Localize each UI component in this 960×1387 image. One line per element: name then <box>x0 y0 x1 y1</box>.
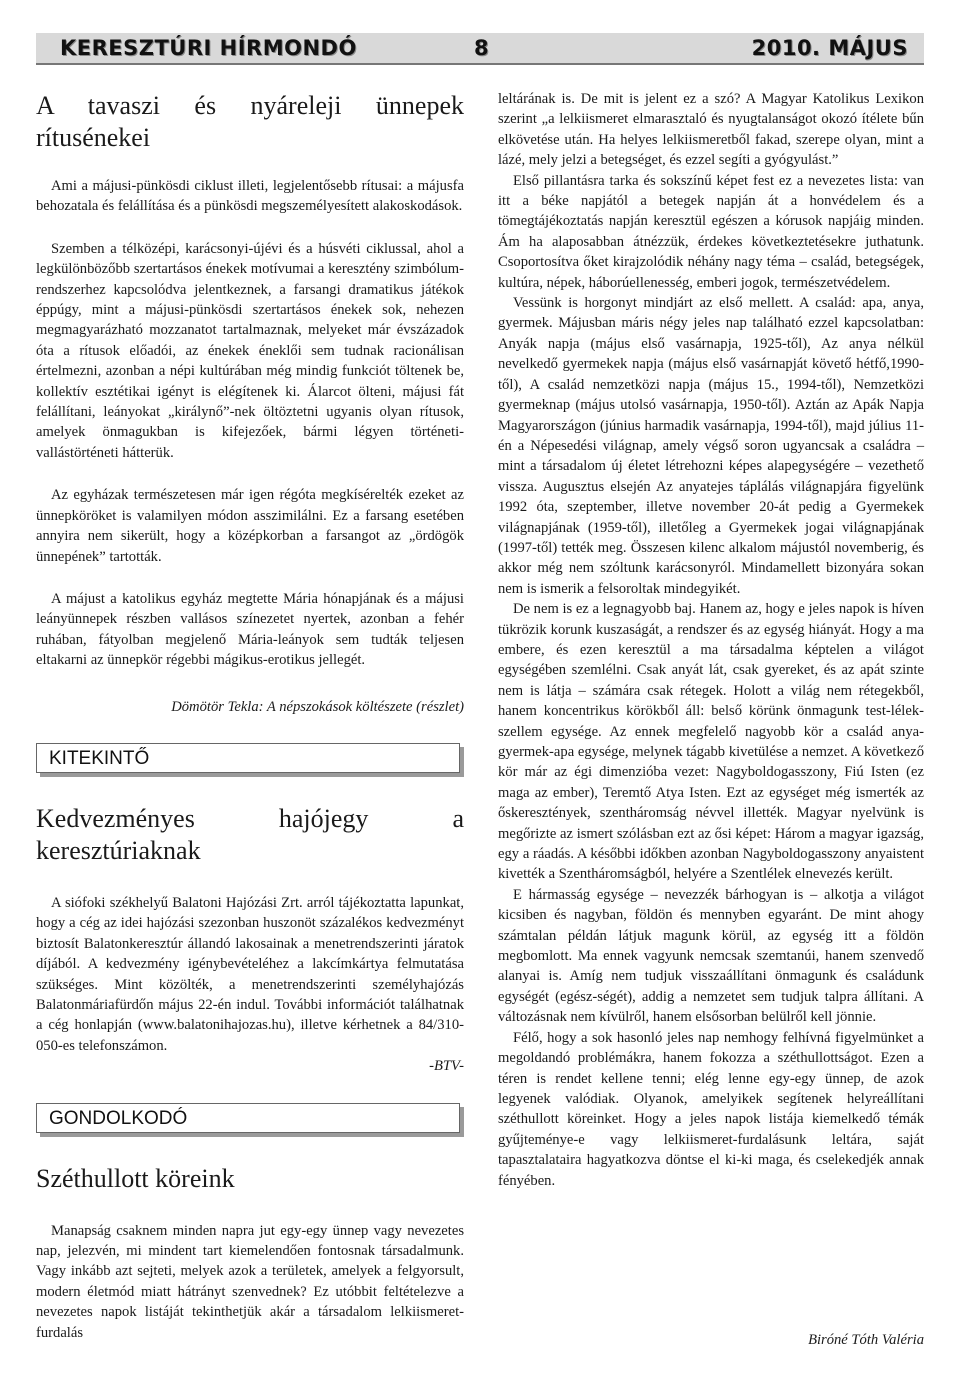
article-title: A tavaszi és nyáreleji ünnepek rítusénekei <box>36 91 464 152</box>
article-paragraph: Első pillantásra tarka és sokszínű képet fest ez a nevezetes lista: van itt a béke napjától a betegek napján át a honvédelem és a tömegtájékoztatás napján keresztül egészen a kórusok napjáig minden. Ám ha alaposabban átnézzük, érdekes következtetésekre juthatunk. Csoportosítva őket kirajzolódik néhány nagy téma – család, betegségek, kultúra, népek, háborúellenesség, emberi jogok, természetvédelem. <box>498 172 924 291</box>
page-number: 8 <box>474 36 490 60</box>
page-header <box>36 33 924 65</box>
article-paragraph: Félő, hogy a sok hasonló jeles nap nemhogy felhívná figyelmünket a megoldandó problémákra, hanem fokozza a széthullottságot. Ezen a téren is rendet kellene tenni; elég lenne egy-egy ünnep, de azok legyenek valódiak. Olyanok, amelyikek segítenek helyreállítani széthullott köreinket. Hogy a jeles napok listája kiemelkedő témák gyűjteménye-e vagy lelkiismeret-furdalásunk leltára, saját tapasztalataira hagyatkozva döntse el ki-ki maga, és cselekedjék annak fényében. <box>498 1029 924 1189</box>
article-paragraph: Szemben a télközépi, karácsonyi-újévi és a húsvéti ciklussal, ahol a legkülönbözőbb szertartásos énekek motívumai a keresztény szimbólum-rendszerhez kapcsolódva jelentkeznek, a farsangi dramatikus játékok éppúgy, mint a májusi-pünkösdi szertartásos énekek sok, nehezen megmagyarázható mozzanatot tartalmaznak, melyeket már évszázadok óta a rítusok előadói, az énekek éneklői sem tudnak racionálisan értelmezni, azonban a népi kultúrában még mindig funkciót töltenek be, kollektív esztétikai igényt is elégítenek ki. Álarcot ölteni, májusi fát felállítani, leányokat „királynő”-nek öltöztetni ugyanis olyan rítusok, amelyek önmagukban is kifejezőek, bármi légyen történeti-vallástörténeti hátterük. <box>36 240 464 461</box>
article-paragraph: Ami a májusi-pünkösdi ciklust illeti, legjelentősebb rítusai: a májusfa behozatala és felállítása és a pünkösdi megszemélyesített alakoskodások. <box>36 178 464 215</box>
article-paragraph: E hármasság egysége – nevezzék bárhogyan is – alkotja a világot kicsiben és nagyban, földön és mennyben egyaránt. De mint ahogy számtalan példán látjuk magunk körül, az egység itt a földön megbomlott. Ma ennek vagyunk nemcsak szemtanúi, hanem szenvedő alanyai is. Amíg nem tudjuk visszaállítani önmagunk és családunk egységét (egész-ségét), addig a nemzetet sem tudjuk talpra állítani. A változásnak nem kívülről, hanem elsősorban belülről kell jönnie. <box>498 886 924 1026</box>
article-paragraph: Manapság csaknem minden napra jut egy-egy ünnep vagy nevezetes nap, jelezvén, mi mindent tart kiemelendően fontosnak társadalmunk. Vagy inkább azt sejteti, melyek azok a területek, amelyek a felgyorsult, modern életmód miatt hátrányt szenvednek? Ez utóbbit feltételezve a nevezetes napok listáját tekinthetjük akár a társadalom lelkiismeret-furdalás <box>36 1222 464 1341</box>
article-paragraph: leltárának is. De mit is jelent ez a szó? A Magyar Katolikus Lexikon szerint „a lelkiismeret elmarasztaló és nyugtalanságot okozó ítélete bűn elkövetése után. Ha helyes lelkiismeretből fakad, szerepe olyan, mint a lázé, mely jelzi a betegséget, és ezzel segíti a gyógyulást.” <box>498 91 924 169</box>
article-signature: -BTV- <box>429 1058 464 1075</box>
article-source: Dömötör Tekla: A népszokások költészete (részlet) <box>171 698 464 715</box>
section-label: GONDOLKODÓ <box>49 1107 188 1129</box>
article-paragraph: A siófoki székhelyű Balatoni Hajózási Zrt. arról tájékoztatta lapunkat, hogy a cég az idei hajózási szezonban huszonöt százalékos kedvezményt biztosít Balatonkeresztúr állandó lakosainak a menetrendszerinti járatok díjából. A kedvezmény igénybevételéhez a lakcímkártya felmutatása szükséges. Mint közölték, a menetrendszerinti személyhajózás Balatonmáriafürdőn május 22-én indul. További információt találhatnak a cég honlapján (www.balatonihajozas.hu), illetve kérhetnek a 84/310-050-es telefonszámon. <box>36 894 464 1054</box>
article-title: Széthullott köreink <box>36 1163 235 1193</box>
section-box-gondolkodo <box>36 1103 464 1133</box>
right-column <box>498 89 924 1191</box>
article-paragraph: Az egyházak természetesen már igen régóta megkísérelték ezeket az ünnepköröket is valamilyen módon asszimilálni. Ez a farsang esetében annyira nem sikerült, hogy a középkorban a farsangot az „ördögök ünnepének” tartották. <box>36 487 464 565</box>
left-column <box>36 90 464 1343</box>
article-paragraph: Vessünk is horgonyt mindjárt az első mellett. A család: apa, anya, gyermek. Májusban máris négy jeles nap található ezzel kapcsolatban: Anyák napja (május első vasárnapja, 1925-től), Az anya nélkül nevelkedő gyermekek napja (május első vasárnapját követő hétfő,1990-től), A család nemzetközi napja (május 15., 1994-től), Nemzetközi gyermeknap (május utolsó vasárnapja, 1950-től). Aztán az Apák Napja Magyarországon (június harmadik vasárnapja, 1994-től), majd július 11-én a Népesedési világnap, amely végső soron ugyancsak a családra – mint a társadalom új életet létrehozni képes alapegységére – vezethető vissza. Augusztus elsején Az anyatejes táplálás világnapjára figyelünk 1992 óta, szeptember, illetve november 20-át pedig a Gyermekek világnapjának (1959-től), illetőleg a Gyermekek jogai világnapjának (1997-től) tették meg. Összesen kilenc alkalom májustól novemberig, és akkor még nem szóltunk karácsonyról. Mindamellett bizonyára sokan nem is ismerik a felsoroltak mindegyikét. <box>498 295 924 597</box>
section-label: KITEKINTŐ <box>49 747 150 769</box>
article-signature: Biróné Tóth Valéria <box>808 1332 924 1348</box>
section-box-kitekinto <box>36 743 464 773</box>
newspaper-title: KERESZTÚRI HÍRMONDÓ <box>60 36 357 60</box>
article-paragraph: De nem is ez a legnagyobb baj. Hanem az, hogy e jeles napok is híven tükrözik korunk kuszaságát, a rendszer és az egység hiányát. Hogy a ma embere, és ezen keresztül a ma társadalma képtelen a világot egységében szemlélni. Csak anyát lát, csak gyereket, és az apát szinte nem is látja – számára csak rétegek. Holott a világ nem rétegekből, hanem koncentrikus körökből áll: belső körünk önmagunk test-lélek-szellem egysége. Az ennek megfelelő nagyobb kör a család anya-gyermek-apa egysége, melynek tágabb kivetülése a nemzet. A következő kör már az égi dimenzióba vezet: Nagyboldogasszony, Fiú Isten (ez maga az ember), Teremtő Atya Isten. Ezt az egységet még ismerték az őskeresztények, szentháromság névvel illették. Magyar nyelvünk is megőrizte az ismert szólásban ezt az ősi képet: Három a magyar igazság, egy a ráadás. A későbbi időkben azonban Nagyboldogasszony anyaistent kivették a Szentháromságból, helyére a Szentlélek elnevezés került. <box>498 601 924 883</box>
article-paragraph: A májust a katolikus egyház megtette Mária hónapjának és a májusi leányünnepek részben vallásos színezetet nyertek, azonban a fehér ruhában, fátyolban megjelenő Mária-leányok sem tudták teljesen eltakarni az ünnepkör régebbi mágikus-erotikus jellegét. <box>36 590 464 669</box>
article-title: Kedvezményes hajójegy a keresztúriaknak <box>36 803 464 865</box>
issue-date: 2010. MÁJUS <box>751 36 908 60</box>
